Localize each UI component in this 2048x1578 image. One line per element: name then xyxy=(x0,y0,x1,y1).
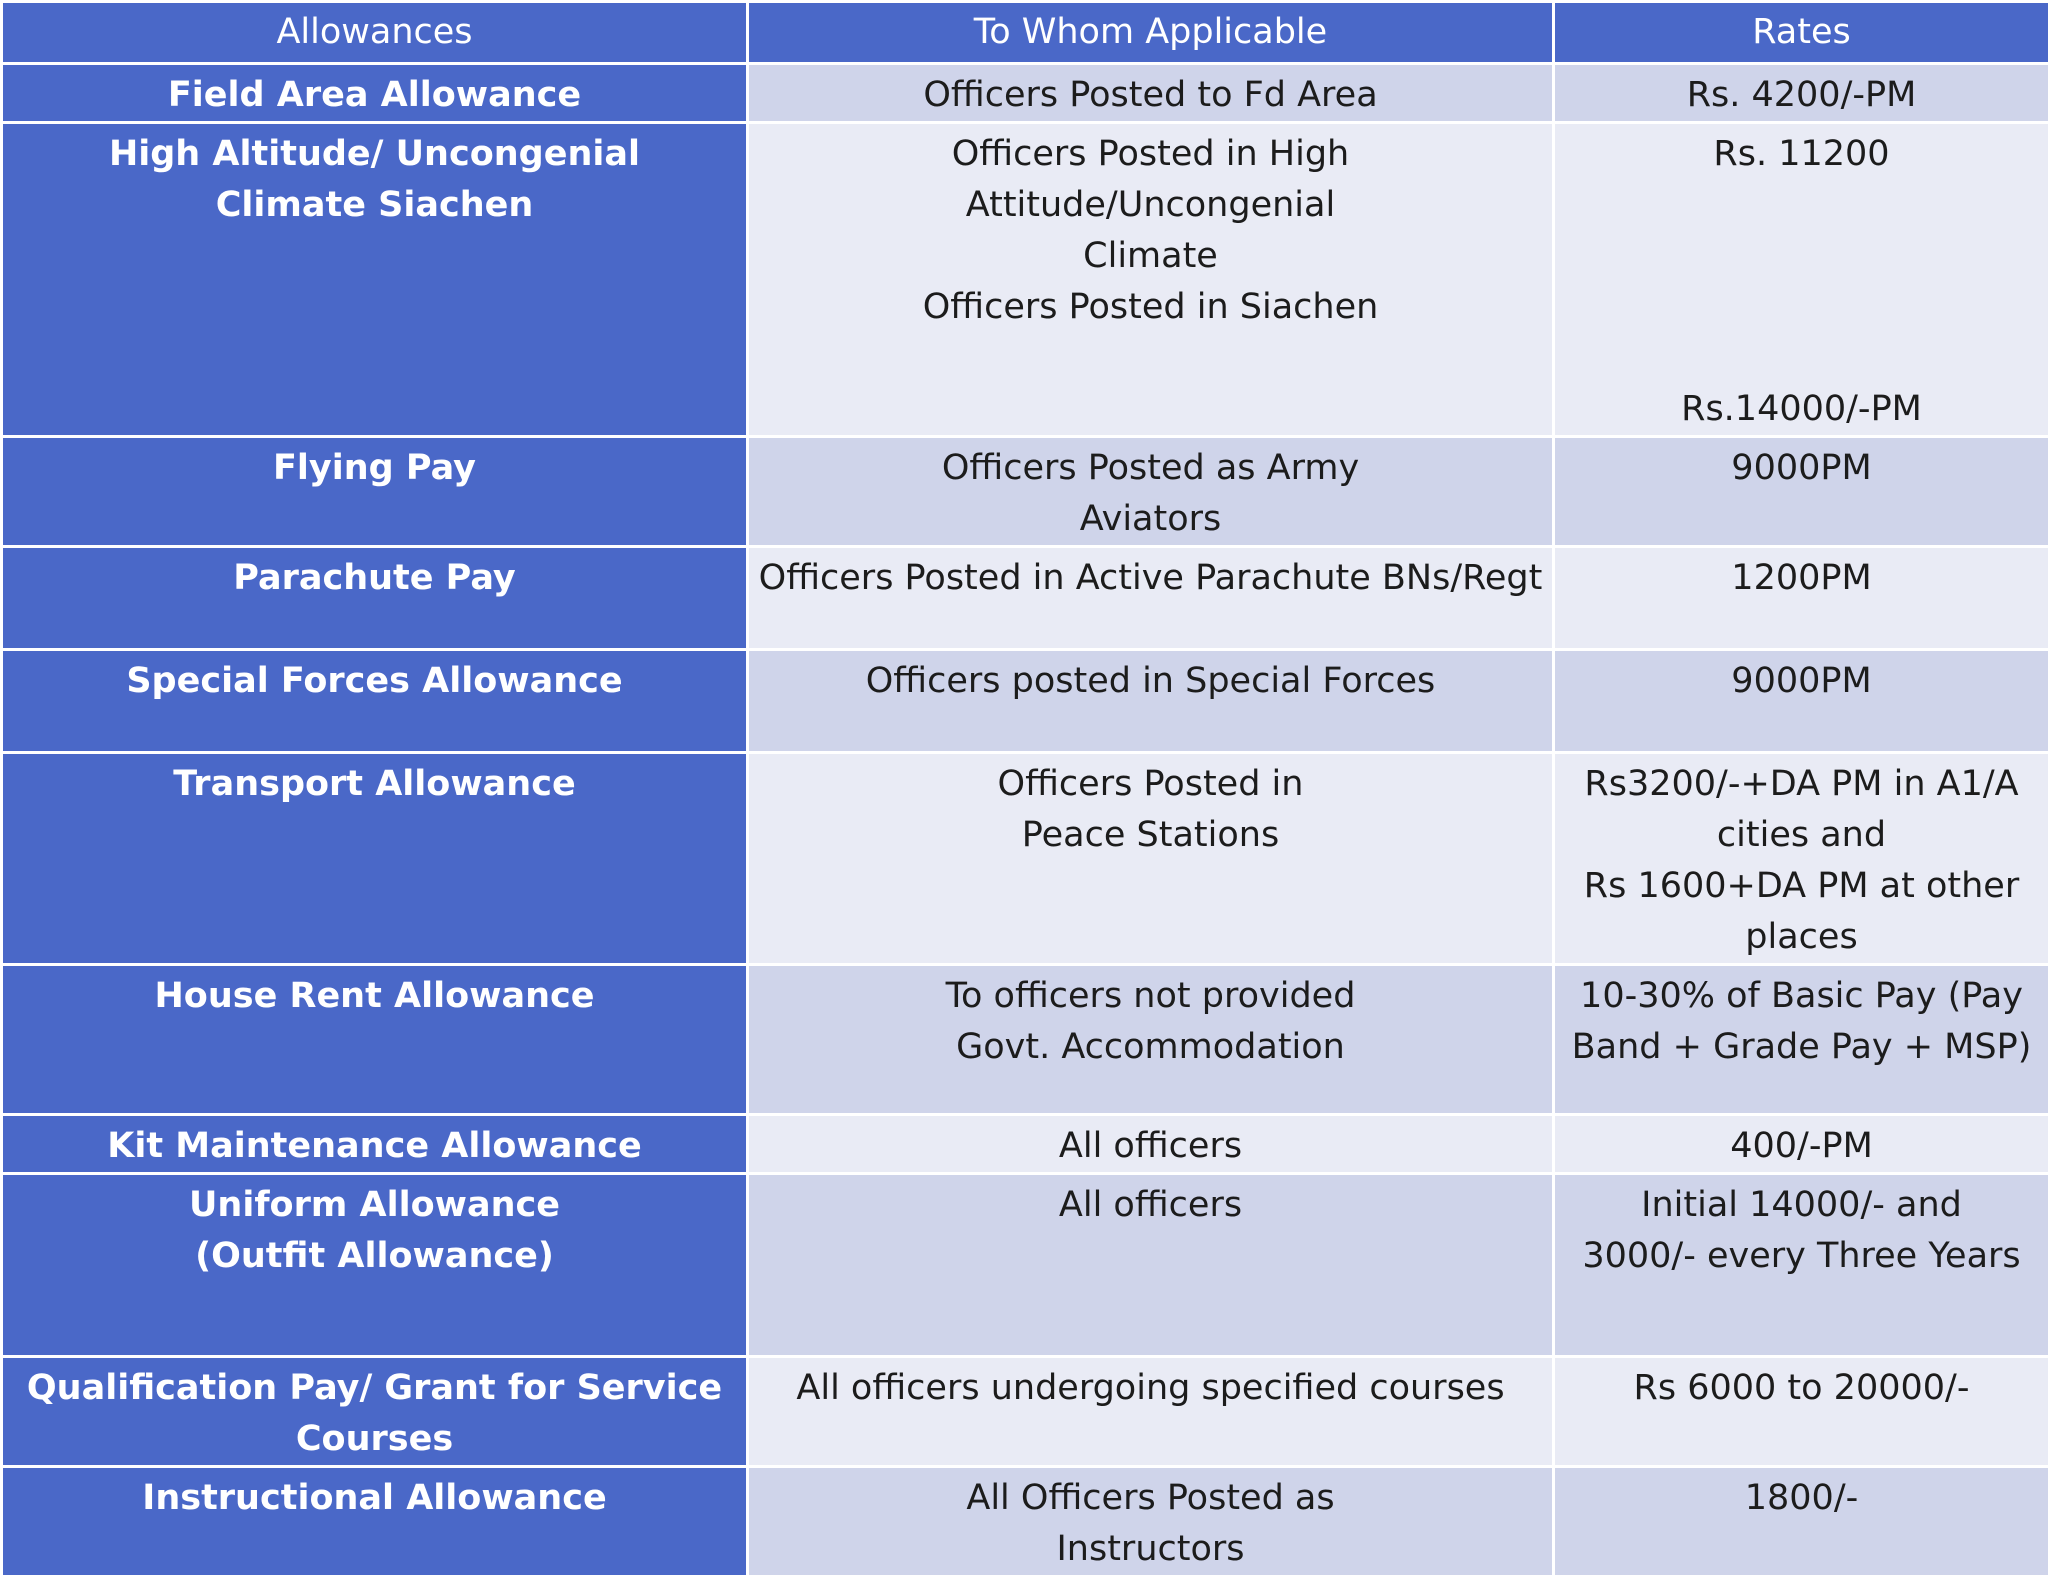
allowance-name: Flying Pay xyxy=(2,437,748,547)
applicable-to: All officers xyxy=(748,1174,1554,1357)
table-row xyxy=(2,437,2048,547)
header-rates: Rates xyxy=(1554,2,2048,64)
allowance-name: Parachute Pay xyxy=(2,547,748,650)
allowance-name: Transport Allowance xyxy=(2,753,748,965)
rate: 400/-PM xyxy=(1554,1115,2048,1174)
applicable-to: Officers Posted in Peace Stations xyxy=(748,753,1554,965)
table-row xyxy=(2,547,2048,650)
applicable-to: Officers Posted in High Attitude/Uncongenial Climate Officers Posted in Siachen xyxy=(748,123,1554,437)
rate: Initial 14000/- and 3000/- every Three Years xyxy=(1554,1174,2048,1357)
table-row xyxy=(2,64,2048,123)
applicable-to: Officers Posted as Army Aviators xyxy=(748,437,1554,547)
rate: 1200PM xyxy=(1554,547,2048,650)
allowance-name: House Rent Allowance xyxy=(2,965,748,1115)
header-to-whom-applicable: To Whom Applicable xyxy=(748,2,1554,64)
allowance-name: Qualification Pay/ Grant for Service Courses xyxy=(2,1357,748,1467)
table-row xyxy=(2,965,2048,1115)
rate: Rs. 4200/-PM xyxy=(1554,64,2048,123)
allowance-name: Instructional Allowance xyxy=(2,1467,748,1577)
applicable-to: All officers undergoing specified courses xyxy=(748,1357,1554,1467)
applicable-to: Officers posted in Special Forces xyxy=(748,650,1554,753)
rate: 10-30% of Basic Pay (Pay Band + Grade Pay + MSP) xyxy=(1554,965,2048,1115)
allowance-name: Uniform Allowance (Outfit Allowance) xyxy=(2,1174,748,1357)
applicable-to: To officers not provided Govt. Accommodation xyxy=(748,965,1554,1115)
rate: 1800/- xyxy=(1554,1467,2048,1577)
table-row xyxy=(2,753,2048,965)
rate: 9000PM xyxy=(1554,650,2048,753)
rate: Rs 6000 to 20000/- xyxy=(1554,1357,2048,1467)
allowance-name: Special Forces Allowance xyxy=(2,650,748,753)
allowance-name: High Altitude/ Uncongenial Climate Siachen xyxy=(2,123,748,437)
rate: 9000PM xyxy=(1554,437,2048,547)
header-allowances: Allowances xyxy=(2,2,748,64)
allowance-name: Field Area Allowance xyxy=(2,64,748,123)
table-row xyxy=(2,1357,2048,1467)
table-row xyxy=(2,123,2048,437)
applicable-to: Officers Posted in Active Parachute BNs/Regt xyxy=(748,547,1554,650)
allowance-name: Kit Maintenance Allowance xyxy=(2,1115,748,1174)
table-row xyxy=(2,1467,2048,1577)
table-row xyxy=(2,1115,2048,1174)
table-row xyxy=(2,650,2048,753)
header-row xyxy=(2,2,2048,64)
applicable-to: Officers Posted to Fd Area xyxy=(748,64,1554,123)
rate: Rs3200/-+DA PM in A1/A cities and Rs 1600+DA PM at other places xyxy=(1554,753,2048,965)
applicable-to: All officers xyxy=(748,1115,1554,1174)
applicable-to: All Officers Posted as Instructors xyxy=(748,1467,1554,1577)
rate: Rs. 11200 Rs.14000/-PM xyxy=(1554,123,2048,437)
table-row xyxy=(2,1174,2048,1357)
